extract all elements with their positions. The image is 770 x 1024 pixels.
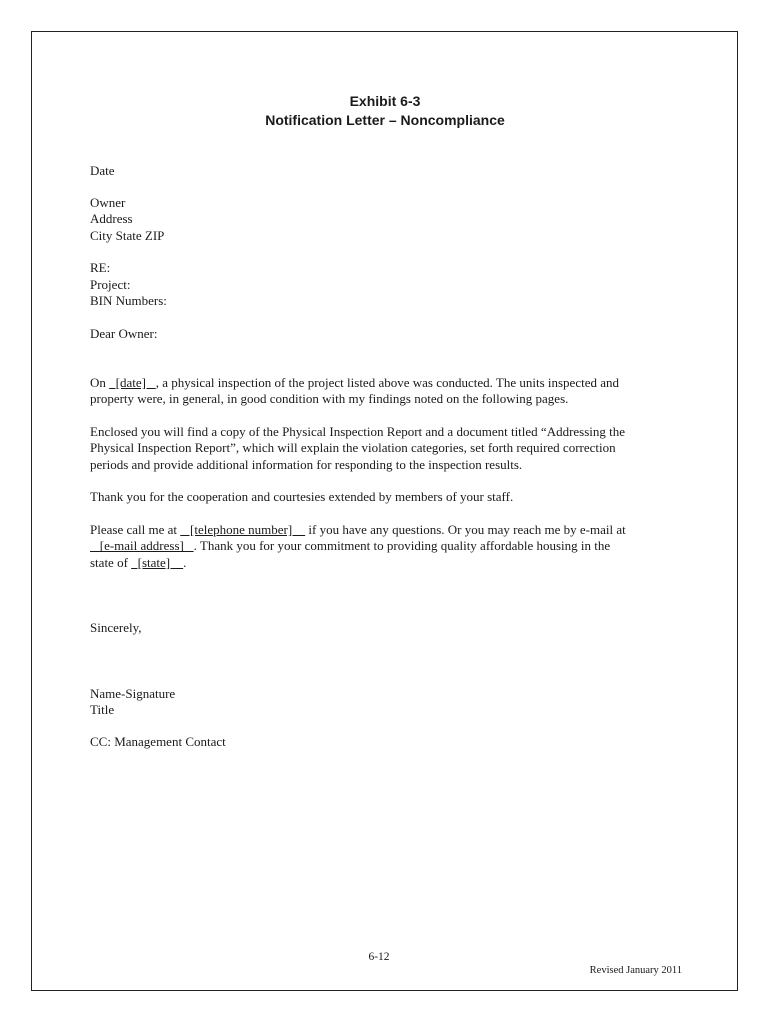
email-blank: [e-mail address]: [90, 538, 194, 554]
city-state-zip-line: City State ZIP: [90, 228, 165, 243]
paragraph-enclosed: [90, 424, 625, 473]
exhibit-number: Exhibit 6-3: [349, 93, 421, 109]
name-signature: Name-Signature: [90, 686, 176, 701]
salutation: Dear Owner:: [90, 326, 158, 341]
inspection-text: , a physical inspection of the project listed above was conducted. The units inspected and: [155, 375, 619, 390]
state-blank: [state]: [131, 554, 184, 570]
paragraph-inspection: [90, 375, 619, 408]
enclosed-line2: Physical Inspection Report”, which will explain the violation categories, set forth required correction: [90, 440, 616, 456]
call-text: Please call me at: [90, 522, 181, 537]
enclosed-line1: Enclosed you will find a copy of the Physical Inspection Report and a document titled “Addressing the: [90, 424, 626, 439]
date-line: Date: [90, 163, 115, 178]
on-text: On: [90, 375, 110, 390]
paragraph-thanks: Thank you for the cooperation and courtesies extended by members of your staff.: [90, 489, 514, 504]
page-border: [31, 31, 738, 991]
closing-sincerely: Sincerely,: [90, 620, 142, 635]
period-text: .: [183, 554, 187, 570]
inspection-text-line2: property were, in general, in good condition with my findings noted on the following pages.: [90, 391, 569, 407]
enclosed-line3: periods and provide additional information for responding to the inspection results.: [90, 456, 523, 472]
revised-date: Revised January 2011: [589, 965, 682, 976]
bin-numbers-line: BIN Numbers:: [90, 293, 167, 308]
re-line: RE:: [90, 260, 111, 275]
signer-title: Title: [90, 702, 115, 717]
project-line: Project:: [90, 277, 131, 292]
paragraph-contact: [90, 522, 626, 571]
page-number: 6-12: [368, 951, 390, 963]
questions-text: if you have any questions. Or you may reach me by e-mail at: [305, 522, 626, 537]
cc-line: CC: Management Contact: [90, 734, 226, 749]
date-blank: [date]: [109, 375, 156, 390]
state-of-text: state of: [90, 554, 132, 570]
owner-line: Owner: [90, 195, 126, 210]
address-line: Address: [90, 211, 133, 226]
telephone-blank: [telephone number]: [180, 522, 306, 537]
commitment-text: . Thank you for your commitment to providing quality affordable housing in the: [193, 538, 611, 554]
letter-title: Notification Letter – Noncompliance: [265, 112, 505, 128]
